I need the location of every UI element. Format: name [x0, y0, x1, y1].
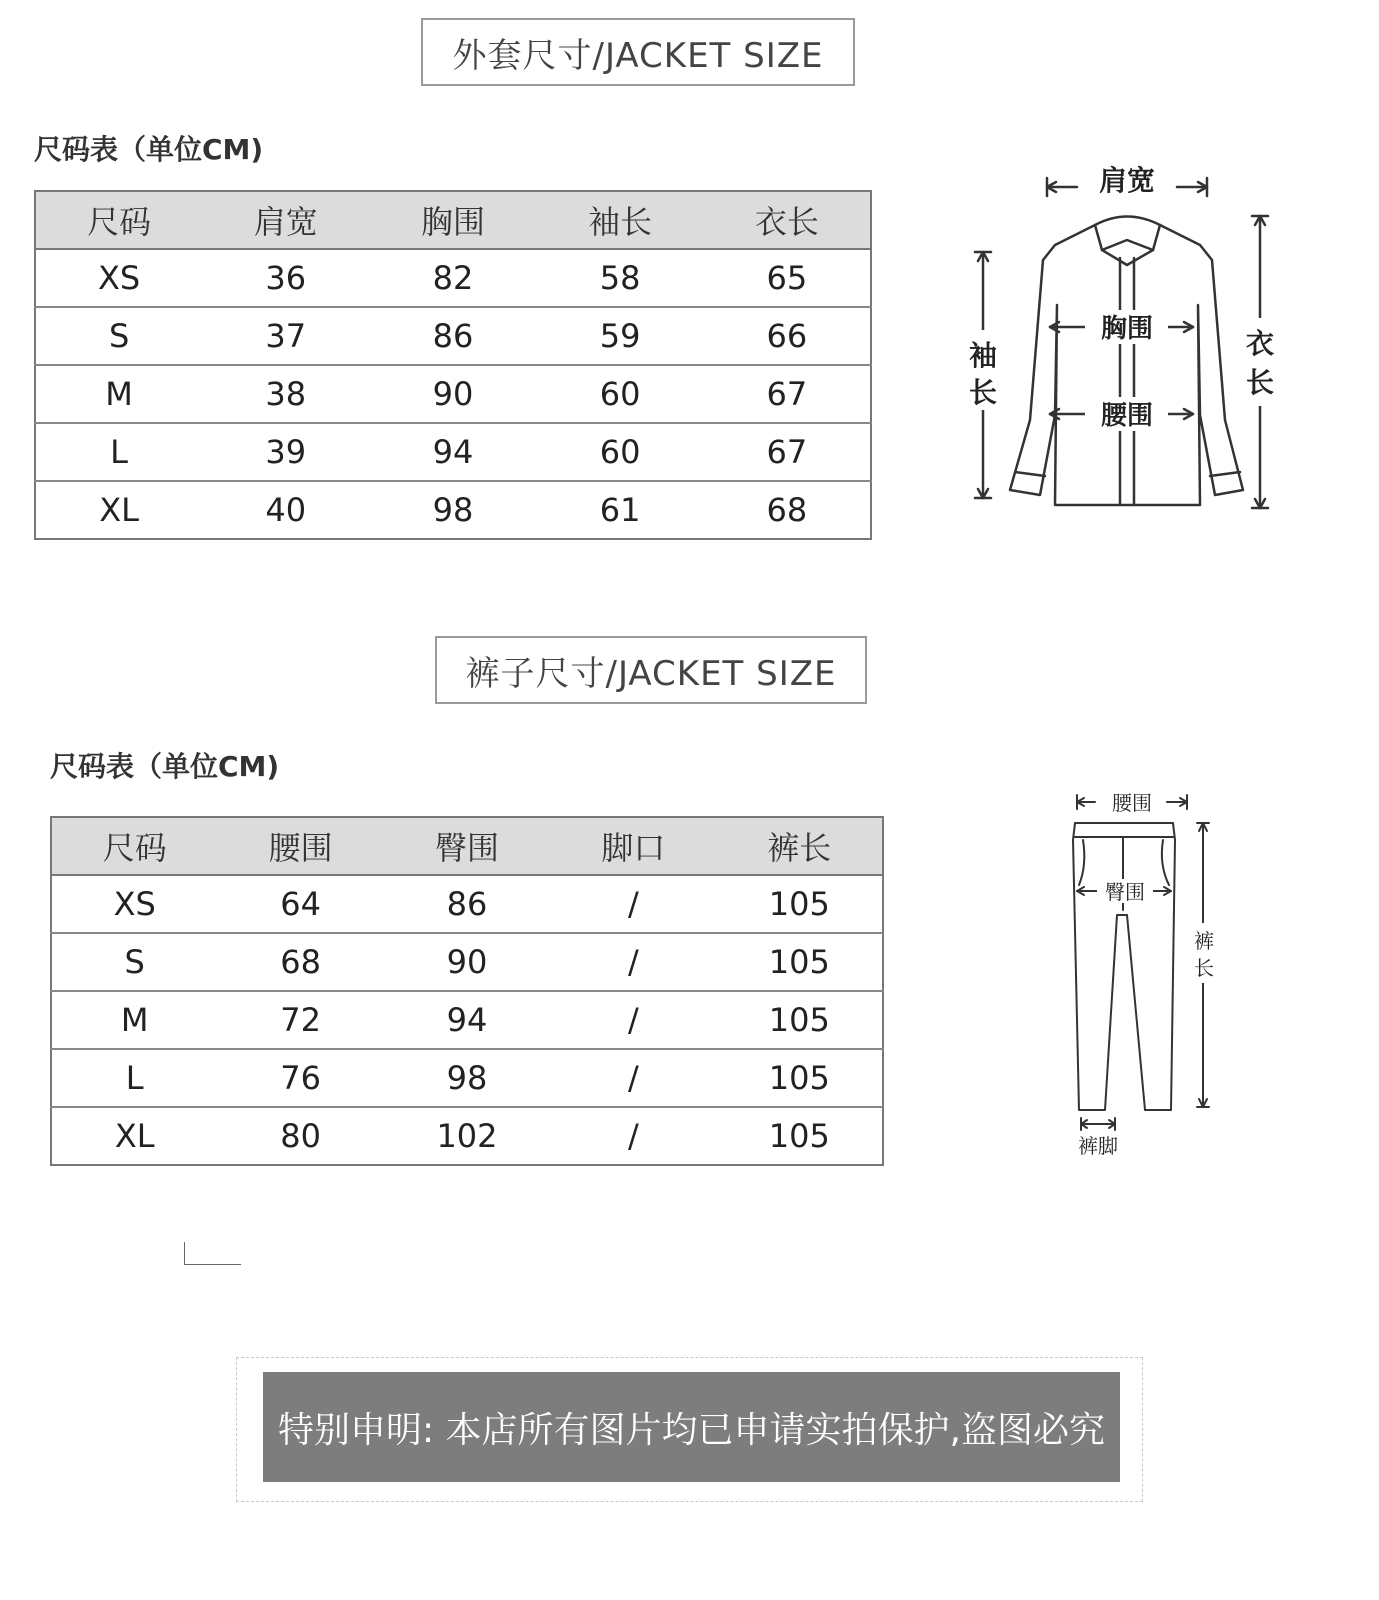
cell: 98	[384, 1049, 550, 1107]
header-hem: 脚口	[550, 817, 716, 875]
pants-diagram	[1065, 785, 1235, 1165]
cell: 68	[217, 933, 383, 991]
cell: XL	[114, 1117, 155, 1155]
table-row	[51, 933, 883, 991]
cell: 39	[202, 423, 369, 481]
table-row	[35, 423, 871, 481]
header-shoulder: 肩宽	[202, 191, 369, 249]
copyright-notice: 特别申明: 本店所有图片均已申请实拍保护,盗图必究	[263, 1372, 1120, 1482]
pants-waist-label: 腰围	[1112, 791, 1152, 815]
corner-mark	[184, 1242, 241, 1265]
cell: 86	[369, 307, 536, 365]
table-row	[35, 481, 871, 539]
cell: S	[35, 307, 202, 365]
cell: 38	[202, 365, 369, 423]
sleeve-label-1: 袖	[968, 339, 998, 372]
cell: 94	[384, 991, 550, 1049]
header-size: 尺码	[35, 191, 202, 249]
cell: /	[550, 1049, 716, 1107]
cell: L	[51, 1049, 217, 1107]
cell: 94	[369, 423, 536, 481]
cell: 105	[768, 1117, 830, 1155]
cell: 61	[599, 491, 641, 529]
table-row	[51, 991, 883, 1049]
cell: XL	[99, 491, 139, 529]
pants-length-label-2: 长	[1194, 956, 1214, 980]
chest-label: 胸围	[1100, 314, 1154, 344]
length-label-2: 长	[1245, 366, 1275, 399]
cell: 90	[384, 933, 550, 991]
cell: /	[550, 991, 716, 1049]
jacket-diagram	[955, 150, 1285, 530]
cell: 105	[717, 1049, 883, 1107]
table-row	[35, 307, 871, 365]
shoulder-label: 肩宽	[1098, 164, 1156, 197]
jacket-size-title: 外套尺寸/JACKET SIZE	[421, 18, 855, 86]
cell: 76	[217, 1049, 383, 1107]
table-row	[35, 365, 871, 423]
cell: 58	[537, 249, 704, 307]
cell: S	[51, 933, 217, 991]
pants-size-title: 裤子尺寸/JACKET SIZE	[435, 636, 867, 704]
table-row	[35, 249, 871, 307]
cell: M	[35, 365, 202, 423]
length-label-1: 衣	[1245, 327, 1275, 360]
cell: 40	[265, 491, 307, 529]
cell: 66	[704, 307, 871, 365]
cell: 60	[537, 423, 704, 481]
cell: XS	[35, 249, 202, 307]
cell: 65	[704, 249, 871, 307]
pants-unit-label: 尺码表（单位CM)	[50, 750, 280, 783]
header-length: 衣长	[704, 191, 871, 249]
sleeve-label-2: 长	[968, 376, 998, 409]
table-row	[51, 1107, 883, 1165]
table-row	[51, 875, 883, 933]
pants-hip-label: 臀围	[1105, 880, 1145, 904]
pants-table-header	[51, 817, 883, 875]
cell: 90	[369, 365, 536, 423]
header-waist: 腰围	[217, 817, 383, 875]
waist-label: 腰围	[1100, 401, 1154, 431]
cell: 80	[280, 1117, 321, 1155]
cell: 67	[704, 423, 871, 481]
jacket-table-header	[35, 191, 871, 249]
cell: 60	[537, 365, 704, 423]
cell: 105	[717, 875, 883, 933]
pants-length-label-1: 裤	[1194, 929, 1214, 953]
cell: 102	[436, 1117, 498, 1155]
header-size: 尺码	[51, 817, 217, 875]
cell: 72	[217, 991, 383, 1049]
jacket-unit-label: 尺码表（单位CM)	[34, 133, 264, 166]
jacket-size-table	[34, 190, 872, 540]
pants-hem-label: 裤脚	[1078, 1134, 1118, 1158]
cell: /	[550, 875, 716, 933]
pants-size-table	[50, 816, 884, 1166]
header-hip: 臀围	[384, 817, 550, 875]
cell: 98	[432, 491, 474, 529]
cell: 59	[537, 307, 704, 365]
cell: 36	[202, 249, 369, 307]
header-sleeve: 袖长	[537, 191, 704, 249]
table-row	[51, 1049, 883, 1107]
cell: 68	[766, 491, 808, 529]
cell: 37	[202, 307, 369, 365]
cell: 105	[717, 933, 883, 991]
cell: 64	[217, 875, 383, 933]
cell: 67	[704, 365, 871, 423]
cell: 105	[717, 991, 883, 1049]
cell: 86	[384, 875, 550, 933]
header-chest: 胸围	[369, 191, 536, 249]
cell: M	[51, 991, 217, 1049]
header-pants-length: 裤长	[717, 817, 883, 875]
cell: /	[550, 933, 716, 991]
cell: XS	[51, 875, 217, 933]
cell: 82	[369, 249, 536, 307]
cell: /	[627, 1117, 639, 1155]
cell: L	[35, 423, 202, 481]
